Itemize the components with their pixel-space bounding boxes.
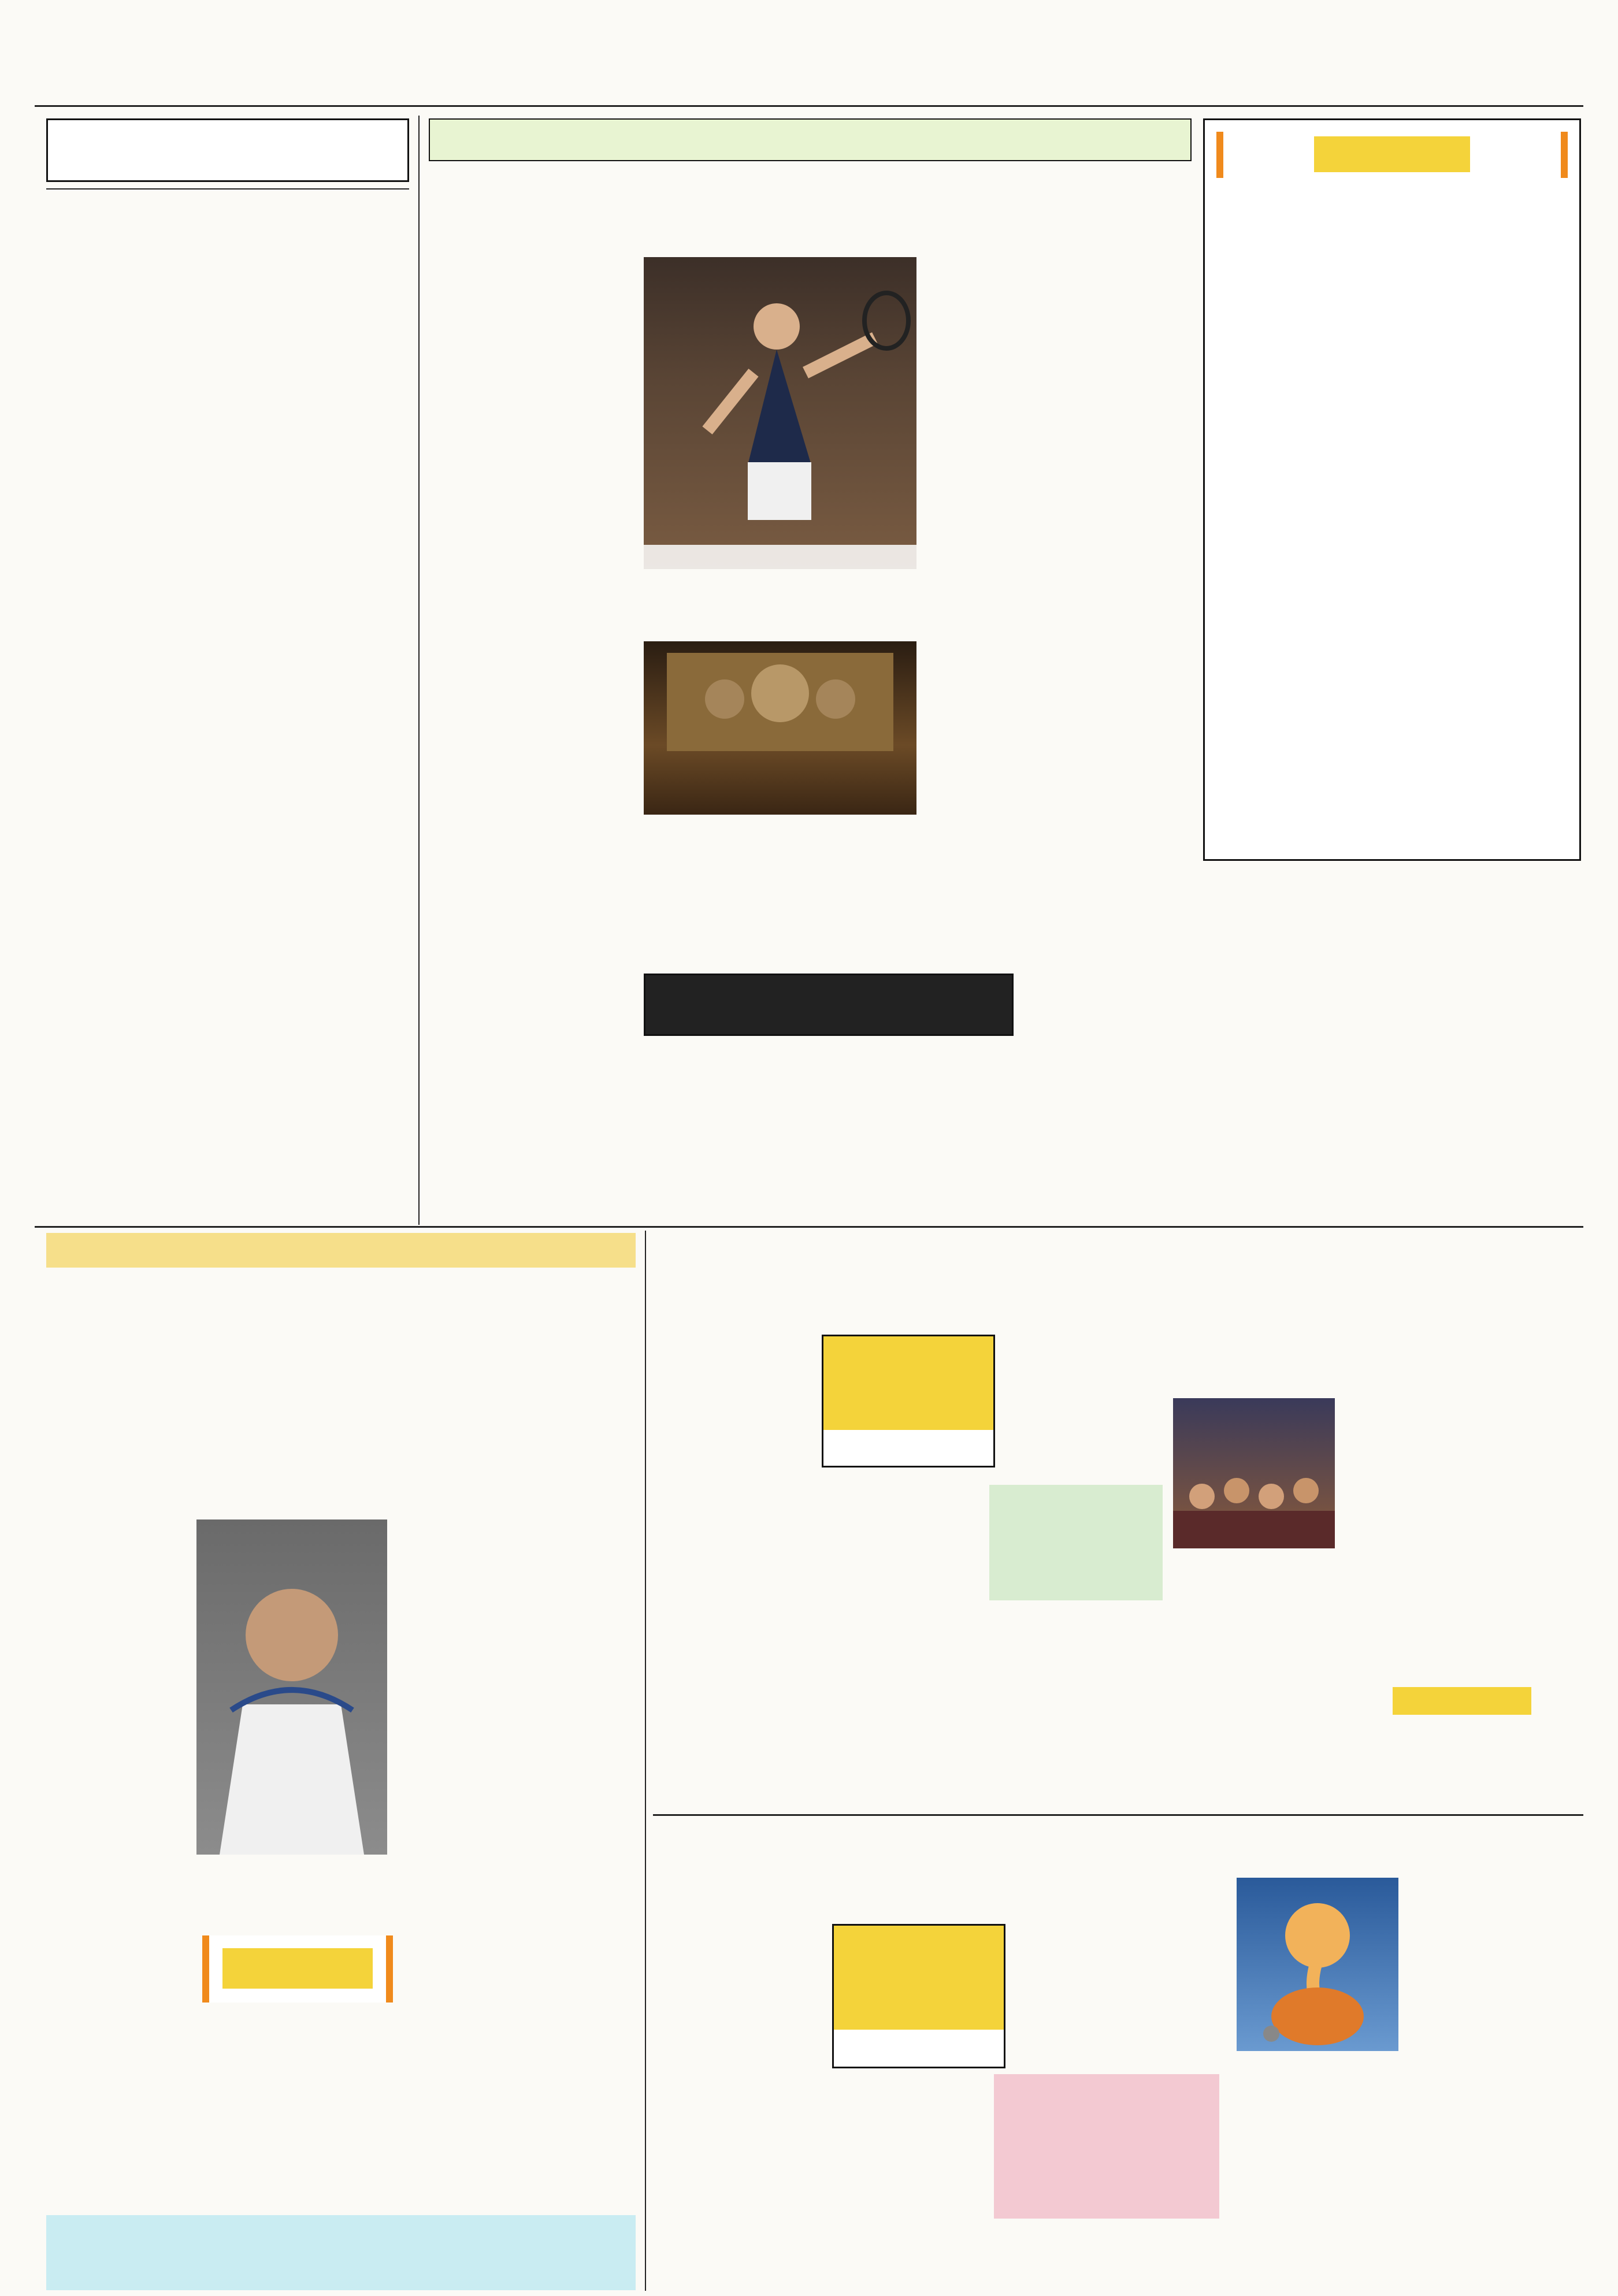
section-rule-films-bottom	[653, 1814, 1583, 1816]
ganesh-idol-photo	[1237, 1878, 1398, 2051]
header-rule	[35, 105, 1583, 107]
vertical-divider-2	[645, 1231, 646, 2291]
cinema-audience-photo	[1173, 1398, 1335, 1548]
page-header	[35, 69, 1583, 104]
tennis-player-photo	[644, 257, 916, 569]
agadam-author	[823, 1430, 993, 1466]
prasangpat-label-box	[202, 1935, 393, 2003]
vertical-divider-1	[418, 116, 420, 1225]
story-article	[1214, 230, 1571, 854]
paneer-quote-box	[994, 2074, 1219, 2219]
story-box	[1203, 118, 1581, 861]
railway-article	[46, 238, 409, 1220]
films-quote-box	[989, 1485, 1163, 1600]
temple-sculpture-icon	[644, 641, 916, 815]
films-headline	[653, 1236, 1583, 1286]
book-cover-image	[644, 641, 916, 815]
story-kicker-band	[1216, 132, 1568, 178]
section-rule-middle	[35, 1226, 1583, 1228]
story-kicker	[1314, 136, 1470, 172]
audience-crowd-icon	[1173, 1398, 1335, 1548]
person-portrait-icon	[196, 1519, 387, 1855]
mamata-photo	[196, 1519, 387, 1855]
tennis-article-top-left	[429, 257, 634, 673]
apnaan-author	[834, 2030, 1004, 2067]
mamata-footer-box	[46, 2215, 636, 2290]
films-sign-box	[1341, 1687, 1583, 1803]
ganesh-idol-icon	[1237, 1878, 1398, 2051]
tennis-article-right-lower	[1203, 867, 1581, 1219]
agadam-column-box	[822, 1335, 995, 1467]
masthead-rule	[46, 188, 409, 190]
tennis-player-figure-icon	[644, 257, 916, 569]
prasangpat-label	[222, 1948, 373, 1989]
films-body-right	[1341, 1292, 1583, 1685]
story-headline	[1211, 187, 1574, 225]
tennis-body-part5	[1203, 867, 1581, 1219]
tennis-headline	[429, 168, 1192, 248]
films-sign-title	[1393, 1687, 1531, 1715]
masthead	[46, 118, 409, 182]
films-quote-text	[989, 1485, 1163, 1503]
tennis-kicker	[429, 118, 1192, 161]
apnaan-column-box	[832, 1924, 1005, 2068]
films-article-right	[1341, 1292, 1583, 1685]
railway-headline	[46, 192, 409, 236]
mamata-kicker	[46, 1233, 636, 1268]
paneer-quote-text	[994, 2074, 1219, 2090]
tennis-article-top-right	[927, 257, 1192, 777]
mamata-headline-2	[46, 1333, 636, 1396]
mamata-headline-1	[46, 1271, 636, 1333]
paneer-headline	[653, 1820, 1583, 1870]
tennis-photo-caption	[644, 545, 916, 569]
price-quote-box	[644, 974, 1014, 1036]
